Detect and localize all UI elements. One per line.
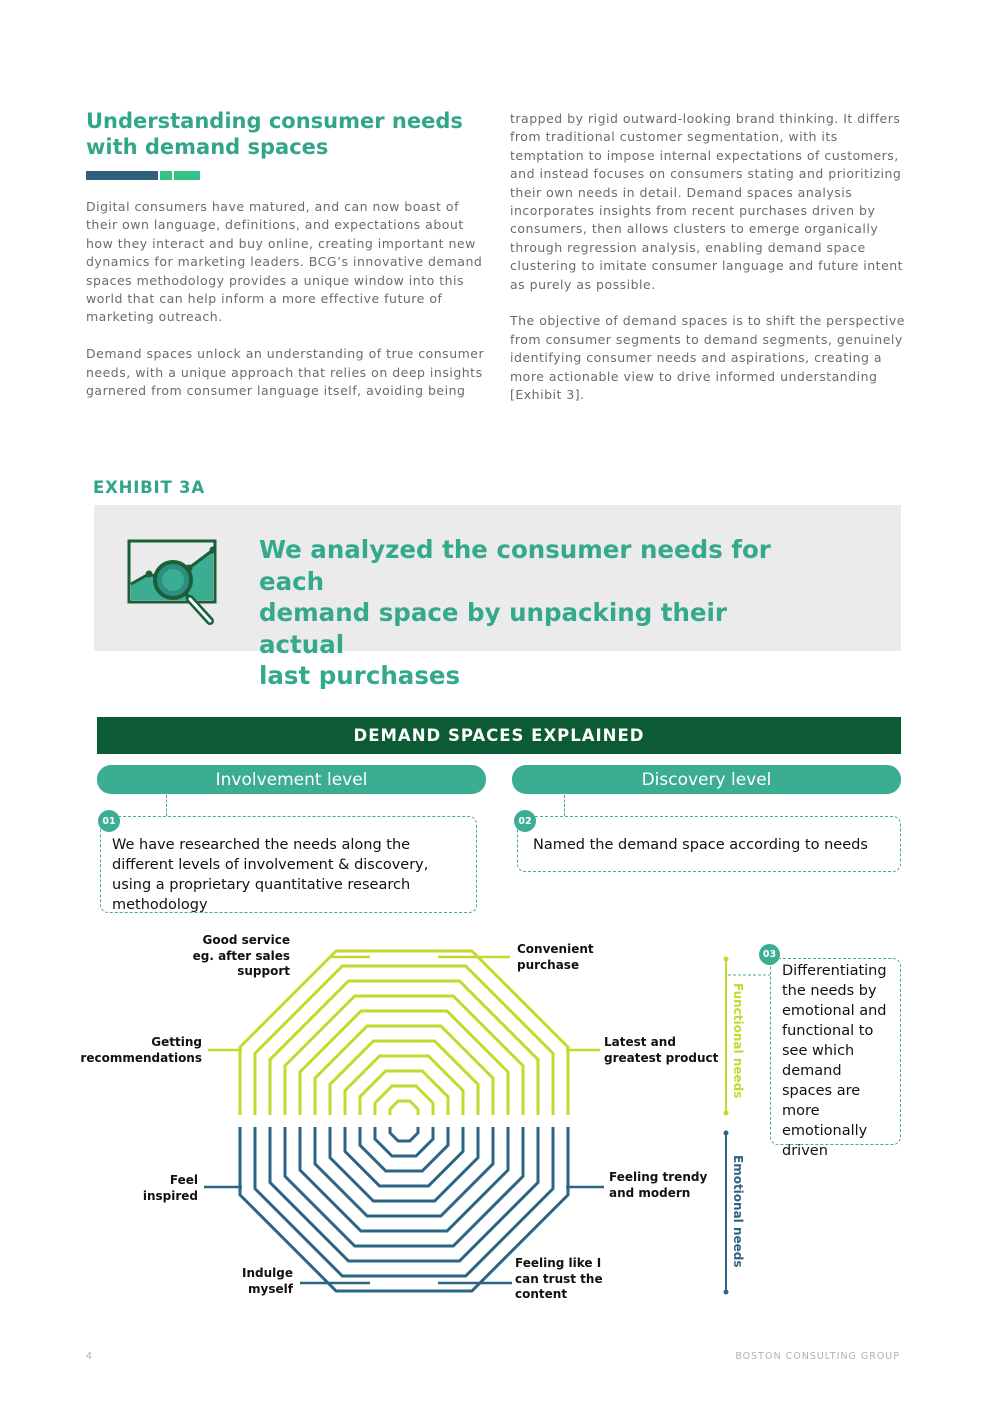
callout-involvement [100,816,477,913]
title-underline [86,171,200,180]
article-column-right [510,110,910,423]
step-badge: 01 [98,810,120,832]
callout-text: Differentiating the needs by emotional and functional to see which demand spaces are more emotionally driven [782,963,887,1159]
axis-label-convenient: Convenient purchase [517,942,594,972]
step-badge: 02 [514,810,536,832]
connector-line [166,795,167,816]
axis-label-good-service: Good service eg. after sales support [192,933,290,978]
callout-text: Named the demand space according to needs [533,837,868,853]
axis-label-inspired: Feel inspired [142,1173,198,1203]
paragraph: Demand spaces unlock an understanding of true consumer needs, with a unique approach that relies on deep insights garnered from consumer language itself, avoiding being [86,346,485,399]
exhibit-headline [259,534,819,692]
emotional-ring [270,1127,538,1261]
paragraph: trapped by rigid outward-looking brand thinking. It differs from traditional customer segmentation, with its temptation to impose internal expectations of customers, and instead focuses on consumers stating and prioritizing their own needs in detail. Demand spaces analysis incorporates insights from recent purchases driven by consumers, then allows clusters to emerge organically through regression analysis, enabling demand space clustering to imitate consumer language and future intent as purely as possible. [510,111,904,292]
exhibit-label: EXHIBIT 3A [93,478,205,497]
functional-ring [330,1041,478,1115]
callout-text: We have researched the needs along the different levels of involvement & discovery, using a proprietary quantitative research methodology [112,837,429,913]
footer-brand: BOSTON CONSULTING GROUP [735,1351,900,1362]
emotional-ring [360,1127,448,1171]
functional-needs-label: Functional needs [731,983,745,1099]
axis-dot [724,1111,729,1116]
emotional-ring [330,1127,478,1201]
title-line: with demand spaces [86,135,329,159]
axis-label-indulge: Indulge myself [242,1266,293,1296]
axis-dot [724,957,729,962]
headline-line: We analyzed the consumer needs for each [259,535,771,596]
page-number: 4 [86,1351,94,1362]
functional-ring [390,1101,418,1115]
headline-line: last purchases [259,661,461,690]
paragraph: The objective of demand spaces is to shift the perspective from consumer segments to demand segments, genuinely identifying consumer needs and aspirations, creating a more actionable view to drive informed understanding [Exhibit 3]. [510,313,905,403]
headline-line: demand space by unpacking their actual [259,598,728,659]
callout-emotional-functional [770,958,901,1159]
connector-line [564,795,565,816]
axis-label-trust: Feeling like I can trust the content [515,1256,603,1301]
article-title [86,108,486,160]
axis-label-latest: Latest and greatest product [604,1035,719,1065]
article-column-left [86,198,486,419]
axis-label-recommendations: Getting recommendations [80,1035,202,1065]
involvement-level-pill: Involvement level [97,765,486,794]
axis-label-trendy: Feeling trendy and modern [609,1170,708,1200]
title-line: Understanding consumer needs [86,109,463,133]
axis-dot [724,1290,729,1295]
callout-discovery [517,816,901,872]
functional-ring [270,981,538,1115]
discovery-level-pill: Discovery level [512,765,901,794]
paragraph: Digital consumers have matured, and can now boast of their own language, definitions, and expectations about how they interact and buy online, creating important new dynamics for marketing leaders. BCG’s innovative demand spaces methodology provides a unique window into this world that can help inform a more effective future of marketing outreach. [86,199,483,325]
magnifier-chart-icon [127,538,223,626]
diagram-banner: DEMAND SPACES EXPLAINED [97,717,901,754]
axis-dot [724,1131,729,1136]
functional-ring [360,1071,448,1115]
emotional-needs-label: Emotional needs [731,1155,745,1268]
step-badge: 03 [759,944,780,965]
emotional-ring [390,1127,418,1141]
